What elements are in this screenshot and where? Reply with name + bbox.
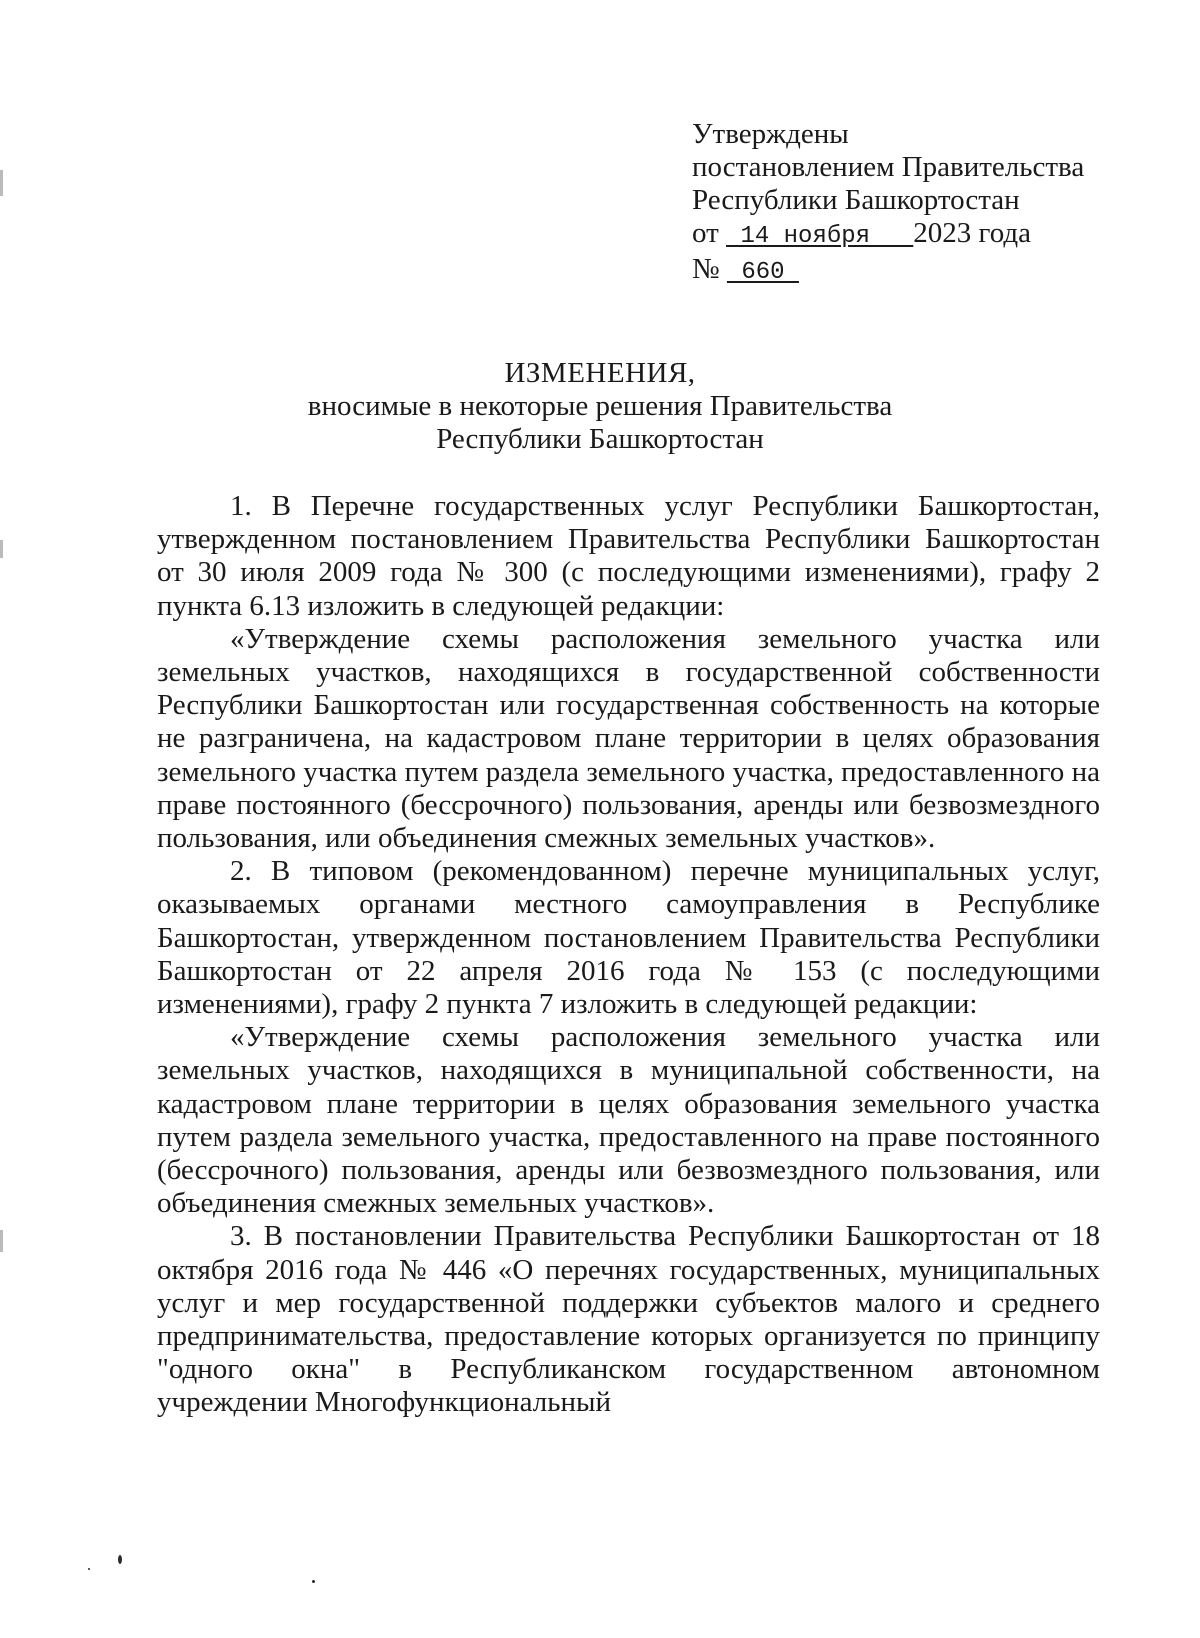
approval-line-republic: Республики Башкортостан xyxy=(692,184,1020,216)
approval-number-value: 660 xyxy=(726,259,799,286)
approval-number-line xyxy=(692,253,1172,289)
scan-edge-mark xyxy=(0,1230,3,1252)
scan-speck xyxy=(118,1555,122,1564)
scan-edge-mark xyxy=(0,540,3,558)
paragraph-item-3: 3. В постановлении Правительства Республики Башкортостан от 18 октября 2016 года № 446 «О перечнях государственных, муниципальных услуг и мер государственной поддержки субъектов малого и среднего предпринимательства, предоставление которых организуется по принципу "одного окна" в Республиканском государственном автономном учреждении Многофункциональный xyxy=(157,1220,1100,1419)
document-subtitle-line2: Республики Башкортостан xyxy=(436,423,764,455)
approval-line-decree: постановлением Правительства xyxy=(692,151,1085,183)
approval-date-prefix: от xyxy=(692,217,719,249)
approval-line-approved: Утверждены xyxy=(692,118,849,150)
approval-date-value: 14 ноября xyxy=(726,223,914,250)
paragraph-quote-2: «Утверждение схемы расположения земельного участка или земельных участков, находящихся в муниципальной собственности, на кадастровом плане территории в целях образования земельного участка путем раздела земельного участка, предоставленного на праве постоянного (бессрочного) пользования, аренды или безвозмездного пользования, или объединения смежных земельных участков». xyxy=(157,1021,1100,1220)
document-body xyxy=(157,490,1100,1420)
paragraph-quote-1: «Утверждение схемы расположения земельного участка или земельных участков, находящихся в государственной собственности Республики Башкортостан или государственная собственность на которые не разграничена, на кадастровом плане территории в целях образования земельного участка путем раздела земельного участка, предоставленного на праве постоянного (бессрочного) пользования, аренды или безвозмездного пользования, или объединения смежных земельных участков». xyxy=(157,622,1100,855)
document-subtitle-line1: вносимые в некоторые решения Правительства xyxy=(307,390,893,422)
approval-date-line xyxy=(692,217,1172,253)
document-title: ИЗМЕНЕНИЯ, xyxy=(504,357,696,389)
approval-block xyxy=(692,118,1172,289)
scan-speck xyxy=(88,1568,90,1570)
approval-number-prefix: № xyxy=(692,253,720,285)
paragraph-item-2: 2. В типовом (рекомендованном) перечне муниципальных услуг, оказываемых органами местного самоуправления в Республике Башкортостан, утвержденном постановлением Правительства Республики Башкортостан от 22 апреля 2016 года № 153 (с последующими изменениями), графу 2 пункта 7 изложить в следующей редакции: xyxy=(157,855,1100,1021)
scan-edge-mark xyxy=(0,170,3,196)
paragraph-item-1: 1. В Перечне государственных услуг Республики Башкортостан, утвержденном постановлением Правительства Республики Башкортостан от 30 июля 2009 года № 300 (с последующими изменениями), графу 2 пункта 6.13 изложить в следующей редакции: xyxy=(157,490,1100,622)
scan-speck xyxy=(312,1580,315,1583)
approval-date-suffix: 2023 года xyxy=(913,217,1031,249)
document-title-block xyxy=(0,357,1200,456)
